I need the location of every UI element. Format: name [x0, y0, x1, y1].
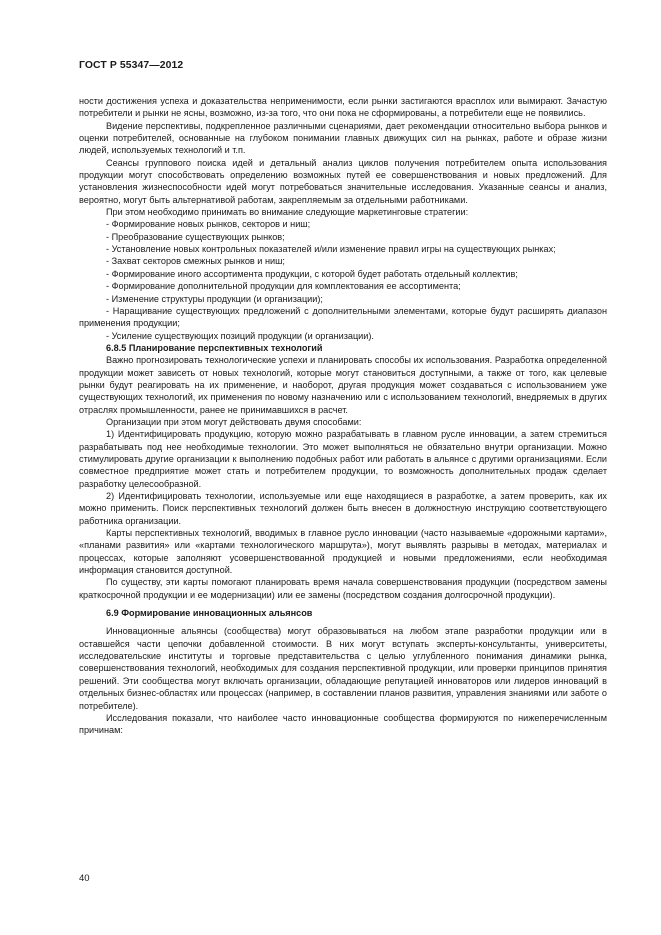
list-item: - Изменение структуры продукции (и организации); [106, 293, 323, 304]
paragraph-group-search: Сеансы группового поиска идей и детальный анализ циклов получения потребителем опыта использования продукции могут способствовать определению возможных путей ее совершенствования и новых предложений. Для установления жизнеспособности идей могут потребоваться значительные исследования. Указанные сеансы и анализ, вероятно, могут быть альтернативой работам, закрепляемым за отдельными работниками. [79, 157, 607, 205]
section-heading-6-8-5: 6.8.5 Планирование перспективных технологий [106, 342, 323, 353]
list-item: - Захват секторов смежных рынков и ниш; [106, 256, 285, 267]
paragraph-roadmaps: Карты перспективных технологий, вводимых в главное русло инновации (часто называемые «дорожными картами», «планами развития» или «картами технологического маршрута»), могут выявлять разрывы в методах, материалах и процессах, которые заполняют усовершенствованной продукцией и новыми предложениями, если необходимая информация становится доступной. [79, 528, 607, 576]
list-item: - Преобразование существующих рынков; [106, 231, 285, 242]
list-item: - Формирование иного ассортимента продукции, с которой будет работать отдельный коллектив; [106, 268, 518, 279]
paragraph-way-2: 2) Идентифицировать технологии, используемые или еще находящиеся в разработке, а затем проверить, как их можно применить. Поиск перспективных технологий должен быть внесен в должностную инструкцию соответствующего работника организации. [79, 491, 607, 526]
paragraph-vision: Видение перспективы, подкрепленное различными сценариями, дает рекомендации относительно выбора рынков и оценки потребителей, основанные на глубоком понимании главных движущих сил на рынках, работе и образе жизни людей, используемых технологий и т.п. [79, 120, 607, 156]
list-item: - Установление новых контрольных показателей и/или изменение правил игры на существующих рынках; [106, 244, 556, 255]
document-body [79, 95, 607, 737]
paragraph-way-1: 1) Идентифицировать продукцию, которую можно разрабатывать в главном русле инновации, а затем стремиться разрабатывать под нее необходимые технологии. Это может выполняться не обязательно внутри организации. Можно стимулировать другие организации к выполнению подобных работ или работать в альянсе с другими организациями. Если совместное предприятие может стать и потребителем продукции, то возможность дополнительных продаж сделает разработку целесообразной. [79, 429, 607, 489]
list-item: - Усиление существующих позиций продукции (и организации). [106, 330, 374, 341]
document-standard-header: ГОСТ Р 55347—2012 [79, 60, 184, 71]
paragraph-research: Исследования показали, что наиболее часто инновационные сообщества формируются по нижеперечисленным причинам: [79, 712, 607, 736]
list-item: - Формирование новых рынков, секторов и ниш; [106, 219, 311, 230]
paragraph-alliances: Инновационные альянсы (сообщества) могут образовываться на любом этапе разработки продукции или в оставшейся части цепочки добавленной стоимости. В них могут вступать эксперты-консультанты, университеты, исследовательские институты и торговые представительства с целью углубленного понимания динамики рынка, совершенствования технологий, необходимых для создания перспективной продукции, или проверки принципов принятия решений. Эти сообщества могут включать организации, обладающие репутацией инноваторов или лидеров инноваций в отдельных бизнес-областях или процессах (например, в составлении планов развития, управления знаниями или заботе о потребителе). [79, 626, 607, 711]
paragraph-continuation: ности достижения успеха и доказательства неприменимости, если рынки застигаются врасплох или вымирают. Зачастую потребители и рынки не ясны, возможно, из-за того, что они пока не сформированы, а потребители еще не появились. [79, 96, 607, 119]
paragraph-planning: По существу, эти карты помогают планировать время начала совершенствования продукции (посредством замены краткосрочной продукции и ее модернизации) или ее замены (посредством создания долгосрочной продукции). [79, 577, 607, 600]
page-number: 40 [79, 873, 90, 884]
paragraph-forecast: Важно прогнозировать технологические успехи и планировать способы их использования. Разработка определенной продукции может зависеть от новых технологий, которые могут становиться доступными, а также от того, как целевые рынки будут реагировать на их применение, и наоборот, другая продукция может создаваться с использованием уже существующих технологий, их применения по новому назначению или с использованием технологий, внедряемых в других отраслях промышленности, ранее не принимавшихся в расчет. [79, 355, 607, 415]
section-heading-6-9: 6.9 Формирование инновационных альянсов [106, 608, 313, 619]
paragraph-two-ways: Организации при этом могут действовать двумя способами: [106, 416, 362, 427]
list-item: - Наращивание существующих предложений с дополнительными элементами, которые будут расширять диапазон применения продукции; [79, 305, 607, 329]
list-item: - Формирование дополнительной продукции для комплектования ее ассортимента; [106, 281, 461, 292]
paragraph-strategies-intro: При этом необходимо принимать во внимание следующие маркетинговые стратегии: [106, 207, 469, 218]
